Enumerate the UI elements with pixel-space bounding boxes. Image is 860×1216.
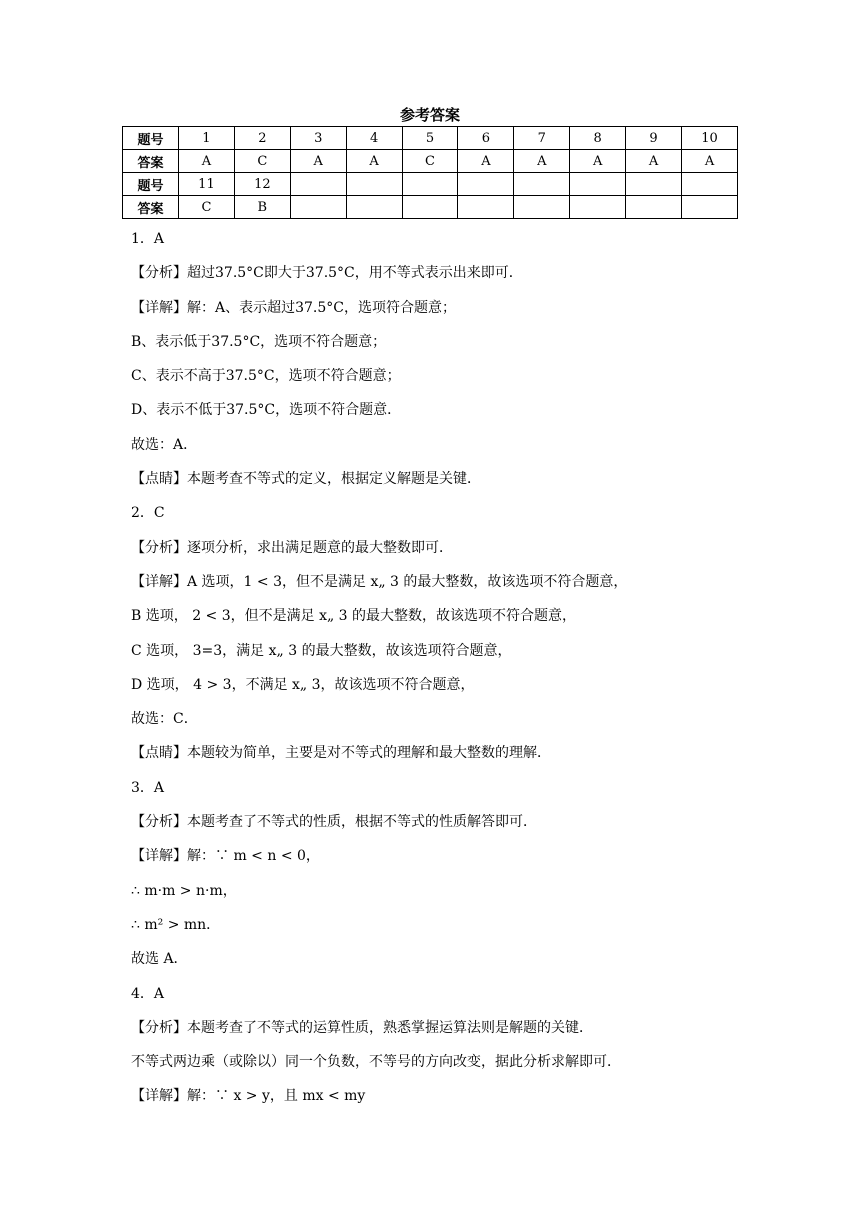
table-cell: C [402,150,458,173]
answer-table [122,126,738,219]
text-line: C、表示不高于37.5°C，选项不符合题意； [131,368,401,385]
table-cell: A [626,150,682,173]
table-cell: 11 [179,173,235,196]
text-line: 【详解】A 选项，1 < 3，但不是满足 x„ 3 的最大整数，故该选项不符合题意， [131,573,628,590]
table-cell: 7 [514,127,570,150]
table-cell: A [682,150,738,173]
text-line: 【分析】本题考查了不等式的运算性质，熟悉掌握运算法则是解题的关键． [131,1019,593,1036]
table-cell: A [290,150,346,173]
table-cell [514,173,570,196]
text-line: ∴ m·m > n·m， [131,882,237,899]
text-line: 【分析】本题考查了不等式的性质，根据不等式的性质解答即可． [131,814,537,831]
table-cell [458,196,514,219]
text-line: ∴ m² > mn． [131,916,221,933]
table-cell [682,196,738,219]
table-row [123,173,738,196]
table-cell: C [179,196,235,219]
text-line: 故选：C． [131,711,198,728]
table-cell [290,196,346,219]
table-cell [682,173,738,196]
table-cell: 6 [458,127,514,150]
table-cell [402,196,458,219]
text-line: 故选：A． [131,436,198,453]
table-row [123,196,738,219]
text-line: C 选项， 3=3，满足 x„ 3 的最大整数，故该选项符合题意， [131,642,512,659]
text-line: 3．A [131,779,165,796]
table-cell: A [346,150,402,173]
table-cell [346,173,402,196]
table-cell: 8 [570,127,626,150]
page-title: 参考答案 [399,106,460,124]
table-cell: A [570,150,626,173]
table-cell: A [514,150,570,173]
text-line: 【详解】解：A、表示超过37.5°C，选项符合题意； [131,299,456,316]
table-cell: 12 [234,173,290,196]
table-cell: B [234,196,290,219]
table-cell [290,173,346,196]
table-cell: 4 [346,127,402,150]
text-line: 【点睛】本题考查不等式的定义，根据定义解题是关键． [131,471,481,488]
table-cell: 3 [290,127,346,150]
row-header-cell: 题号 [123,173,179,196]
table-cell [626,196,682,219]
table-cell [570,173,626,196]
table-cell [402,173,458,196]
text-line: 【详解】解：∵ m < n < 0， [131,848,320,865]
table-cell [346,196,402,219]
text-line: B、表示低于37.5°C，选项不符合题意； [131,333,387,350]
table-cell [458,173,514,196]
text-line: D、表示不低于37.5°C，选项不符合题意． [131,402,402,419]
text-line: 1．A [131,231,165,247]
text-line: D 选项， 4 > 3，不满足 x„ 3，故该选项不符合题意， [131,676,475,693]
text-line: 【点睛】本题较为简单，主要是对不等式的理解和最大整数的理解． [131,745,551,762]
row-header-cell: 题号 [123,127,179,150]
text-line: 不等式两边乘（或除以）同一个负数，不等号的方向改变，据此分析求解即可． [131,1054,621,1071]
table-cell: A [179,150,235,173]
row-header-cell: 答案 [123,196,179,219]
text-line: 【详解】解：∵ x > y，且 mx < my [131,1088,366,1105]
text-line: 【分析】逐项分析，求出满足题意的最大整数即可． [131,539,453,556]
table-cell: 1 [179,127,235,150]
table-cell [514,196,570,219]
table-cell: 9 [626,127,682,150]
table-row [123,150,738,173]
table-cell: A [458,150,514,173]
row-header-cell: 答案 [123,150,179,173]
text-line: 【分析】超过37.5°C即大于37.5°C，用不等式表示出来即可． [131,265,523,282]
text-line: B 选项， 2 < 3，但不是满足 x„ 3 的最大整数，故该选项不符合题意， [131,608,577,625]
text-line: 4．A [131,985,165,1002]
table-cell: 10 [682,127,738,150]
table-cell: C [234,150,290,173]
table-cell: 5 [402,127,458,150]
text-line: 故选 A． [131,951,188,968]
table-cell [626,173,682,196]
table-row [123,127,738,150]
table-cell: 2 [234,127,290,150]
table-cell [570,196,626,219]
solution-text [131,222,751,1114]
text-line: 2．C [131,505,165,522]
